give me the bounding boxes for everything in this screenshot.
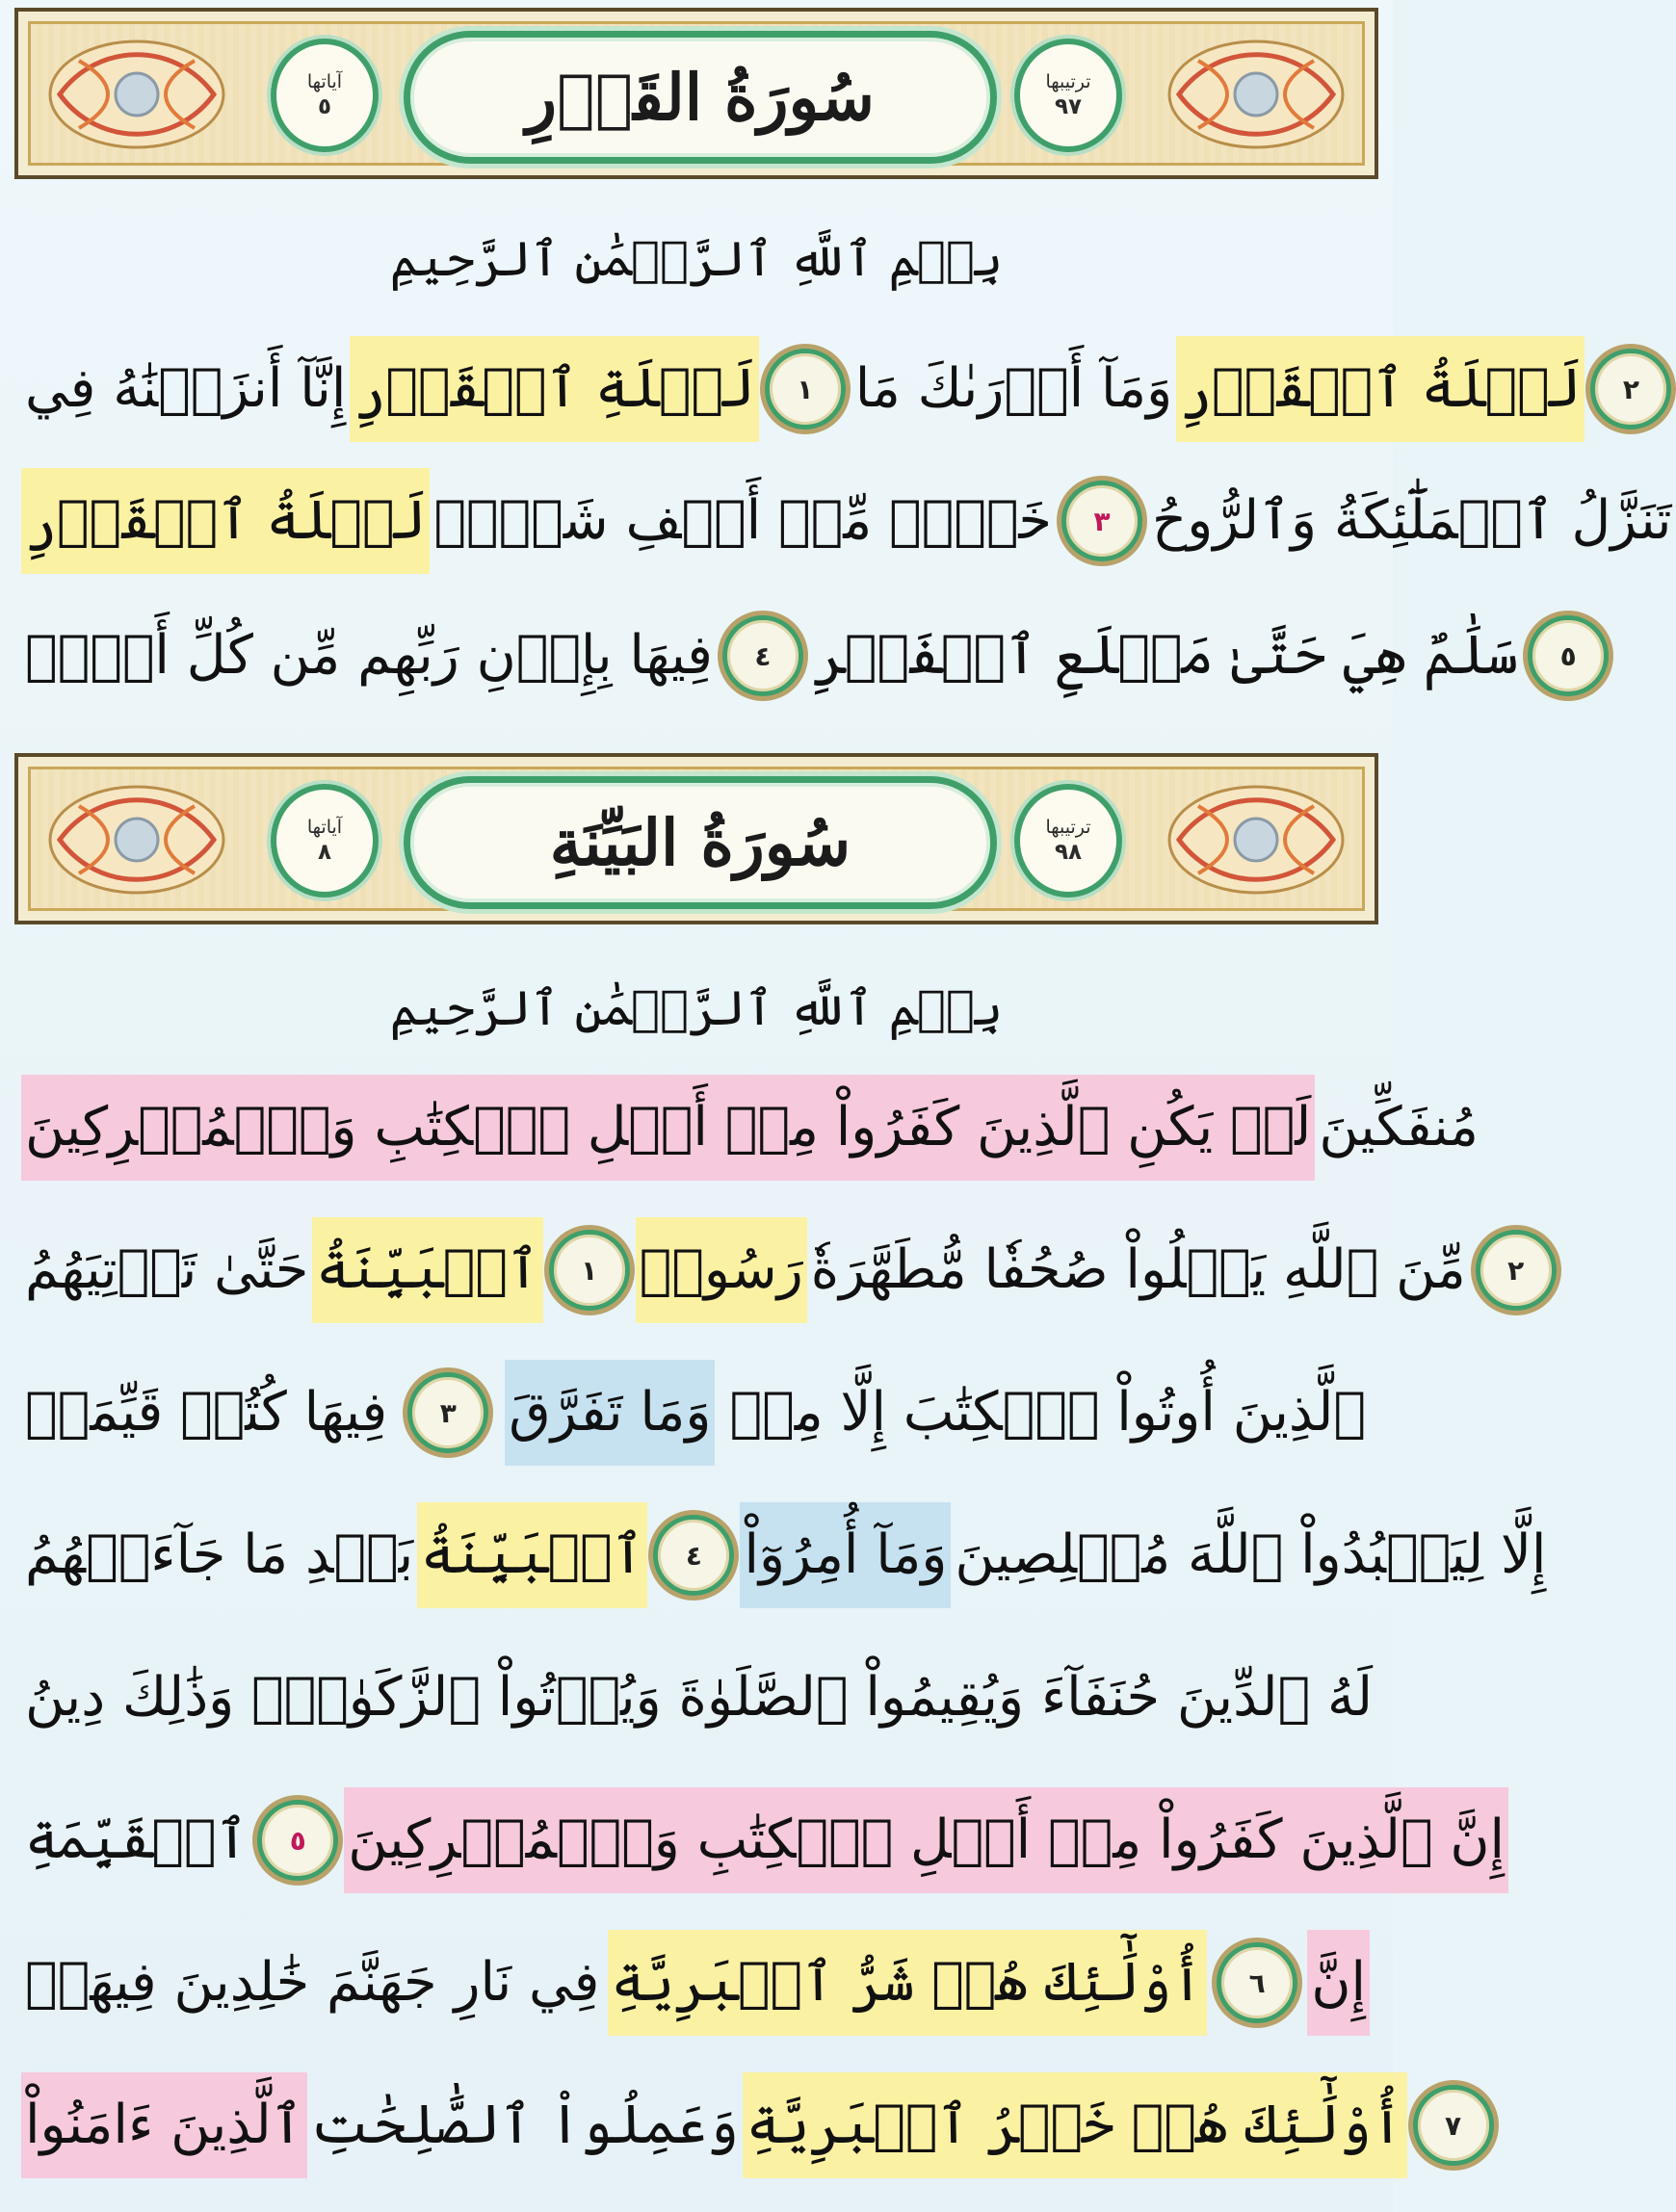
ayah-end-marker-icon: ٤ (653, 1515, 734, 1596)
verse-text: إِلَّا لِيَعۡبُدُواْ ٱللَّهَ مُخۡلِصِينَ (955, 1523, 1547, 1586)
surah-order-medallion (1014, 39, 1122, 152)
verse-text: فِي نَارِ جَهَنَّمَ خَٰلِدِينَ فِيهَآۚ (25, 1951, 600, 2014)
verse-text: حَتَّىٰ تَأۡتِيَهُمُ (25, 1238, 309, 1301)
ayah-end-marker-icon: ٥ (1528, 615, 1609, 696)
verse-line (21, 2069, 1462, 2182)
ayat-number: ٨ (317, 840, 332, 865)
ayah-end-marker-icon: ٣ (1061, 481, 1142, 561)
order-number: ٩٧ (1054, 94, 1083, 119)
verse-text-highlight: إِنَّ ٱلَّذِينَ كَفَرُواْ مِنۡ أَهۡلِ ٱلۡكِتَٰبِ وَٱلۡمُشۡرِكِينَ (344, 1787, 1508, 1893)
surah-title: سُورَةُ القَدۡرِ (526, 60, 875, 135)
ayah-end-marker-icon: ٥ (257, 1800, 338, 1881)
ayah-end-marker-icon: ٤ (722, 615, 803, 696)
verse-text: وَمَآ أَدۡرَىٰكَ مَا (854, 357, 1173, 420)
verse-text-highlight: لَمۡ يَكُنِ ٱلَّذِينَ كَفَرُواْ مِنۡ أَهۡلِ ٱلۡكِتَٰبِ وَٱلۡمُشۡرِكِينَ (21, 1075, 1315, 1181)
verse-line (21, 332, 1639, 446)
verse-text-highlight: أُوْلَٰٓئِكَ هُمۡ شَرُّ ٱلۡبَرِيَّةِ (608, 1930, 1207, 2036)
verse-line (21, 1926, 1370, 2040)
verse-text: ٱلَّذِينَ أُوتُواْ ٱلۡكِتَٰبَ إِلَّا مِنۢ (729, 1381, 1366, 1444)
basmala: بِسۡمِ ٱللَّهِ ٱلرَّحۡمَٰنِ ٱلرَّحِيمِ (389, 231, 1004, 287)
order-number: ٩٨ (1054, 840, 1083, 865)
verse-text-highlight: لَيۡلَةِ ٱلۡقَدۡرِ (350, 336, 758, 442)
verse-text: سَلَٰمٌ هِيَ حَتَّىٰ مَطۡلَعِ ٱلۡفَجۡرِ (812, 624, 1519, 687)
verse-text-highlight: أُوْلَٰٓئِكَ هُمۡ خَيۡرُ ٱلۡبَرِيَّةِ (743, 2072, 1407, 2178)
verse-text: ٱلۡقَيِّمَةِ (25, 1809, 249, 1871)
verse-line (21, 1783, 1506, 1897)
ornament-right-icon (1155, 774, 1357, 905)
ayah-end-marker-icon: ٢ (1590, 349, 1671, 429)
verse-text-highlight: لَيۡلَةُ ٱلۡقَدۡرِ (1176, 336, 1584, 442)
verse-line (21, 1356, 1370, 1470)
verse-line (21, 464, 1672, 578)
verse-text-highlight: ٱلَّذِينَ ءَامَنُواْ (21, 2072, 307, 2178)
verse-text-highlight: رَسُولٞ (636, 1217, 807, 1323)
ayat-number: ٥ (317, 94, 332, 119)
verse-text-highlight: وَمَا تَفَرَّقَ (505, 1360, 715, 1466)
surah-order-medallion (1014, 784, 1122, 898)
ayah-end-marker-icon: ٢ (1476, 1230, 1557, 1311)
ayat-label: آياتها (306, 71, 343, 92)
verse-line (21, 1071, 1480, 1184)
verse-line (21, 599, 1577, 713)
ayat-count-medallion (271, 784, 379, 898)
verse-text: وَعَمِلُواْ ٱلصَّٰلِحَٰتِ (310, 2094, 739, 2156)
ayat-count-medallion (271, 39, 379, 152)
basmala: بِسۡمِ ٱللَّهِ ٱلرَّحۡمَٰنِ ٱلرَّحِيمِ (389, 980, 1004, 1036)
ayat-label: آياتها (306, 817, 343, 838)
ayah-end-marker-icon: ١ (765, 349, 846, 429)
verse-text: خَيۡرٞ مِّنۡ أَلۡفِ شَهۡرٖ (433, 489, 1053, 552)
order-label: ترتيبها (1045, 817, 1091, 838)
verse-text: تَنَزَّلُ ٱلۡمَلَٰٓئِكَةُ وَٱلرُّوحُ (1152, 489, 1672, 552)
ayah-end-marker-icon: ٣ (407, 1372, 488, 1453)
verse-line (21, 1498, 1547, 1612)
verse-text: فِيهَا كُتُبٞ قَيِّمَةٞ (25, 1381, 388, 1444)
verse-text: لَهُ ٱلدِّينَ حُنَفَآءَ وَيُقِيمُواْ ٱلصَّلَوٰةَ وَيُؤۡتُواْ ٱلزَّكَوٰةَۚ وَذَٰلِكَ دِينُ (25, 1666, 1374, 1729)
ayah-end-marker-icon: ٧ (1413, 2085, 1494, 2166)
ornament-right-icon (1155, 29, 1357, 160)
verse-text-highlight: إِنَّ (1307, 1930, 1370, 2036)
verse-text-highlight: لَيۡلَةُ ٱلۡقَدۡرِ (21, 468, 430, 574)
surah-title-cartouche (404, 31, 997, 164)
verse-text-highlight: ٱلۡبَيِّنَةُ (417, 1502, 647, 1608)
verse-text-highlight: ٱلۡبَيِّنَةُ (312, 1217, 542, 1323)
ayah-end-marker-icon: ١ (549, 1230, 630, 1311)
ayah-end-marker-icon: ٦ (1217, 1942, 1297, 2023)
verse-text: مِّنَ ٱللَّهِ يَتۡلُواْ صُحُفٗا مُّطَهَّرَةٗ (810, 1238, 1466, 1301)
verse-text: مُنفَكِّينَ (1319, 1096, 1480, 1158)
verse-text-highlight: وَمَآ أُمِرُوٓاْ (740, 1502, 951, 1608)
verse-line (21, 1641, 1374, 1755)
ornament-left-icon (36, 29, 238, 160)
surah-title: سُورَةُ البَيِّنَةِ (549, 805, 851, 880)
verse-text: فِيهَا بِإِذۡنِ رَبِّهِم مِّن كُلِّ أَمۡرٖ (25, 624, 713, 687)
verse-text: إِنَّآ أَنزَلۡنَٰهُ فِي (25, 357, 347, 420)
verse-text: بَعۡدِ مَا جَآءَتۡهُمُ (25, 1523, 414, 1586)
surah-header-bayyina (14, 753, 1378, 924)
ornament-left-icon (36, 774, 238, 905)
surah-title-cartouche (404, 776, 997, 909)
order-label: ترتيبها (1045, 71, 1091, 92)
surah-header-qadr (14, 8, 1378, 179)
verse-line (21, 1213, 1525, 1327)
